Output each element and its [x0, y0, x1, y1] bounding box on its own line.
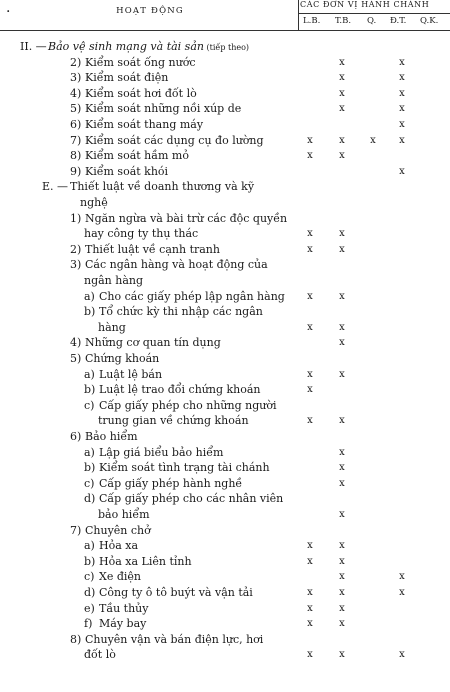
item-text	[98, 508, 150, 522]
jurisdiction-mark: x	[399, 649, 405, 661]
item-label: Xe điện	[99, 570, 141, 584]
table-row	[0, 352, 450, 366]
jurisdiction-mark: x	[399, 587, 405, 598]
header-admin-units: CÁC ĐƠN VỊ HÀNH CHÁNH	[300, 0, 430, 9]
item-text	[48, 40, 249, 55]
item-text	[99, 368, 162, 382]
item-label: Chuyên chở	[85, 523, 151, 537]
item-text	[85, 524, 151, 538]
jurisdiction-mark: x	[307, 415, 313, 427]
item-number: a)	[84, 539, 95, 553]
item-number: 5)	[70, 102, 82, 116]
table-row	[0, 71, 450, 85]
table-row	[0, 539, 450, 553]
table-row	[0, 180, 450, 194]
item-label: trung gian về chứng khoán	[98, 414, 249, 428]
jurisdiction-mark: x	[307, 555, 313, 567]
table-row	[0, 508, 450, 522]
item-label: Ngăn ngừa và bài trừ các độc quyền	[85, 211, 288, 225]
item-text	[84, 227, 198, 241]
item-label: hay công ty thụ thác	[84, 227, 199, 241]
item-number: II. —	[20, 40, 47, 53]
jurisdiction-mark: x	[339, 571, 345, 583]
table-row	[0, 321, 450, 335]
table-row	[0, 243, 450, 257]
jurisdiction-mark: x	[370, 134, 376, 146]
table-row	[0, 430, 450, 444]
table-row	[0, 648, 450, 662]
table-row	[0, 524, 450, 538]
table-row	[0, 56, 450, 70]
jurisdiction-mark: x	[399, 72, 405, 84]
item-text	[85, 352, 159, 366]
item-label: Cấp giấy phép cho các nhân viên	[99, 492, 284, 506]
item-text	[98, 321, 126, 335]
item-number: b)	[84, 554, 96, 568]
item-text	[99, 446, 223, 460]
item-number: 4)	[70, 86, 82, 100]
jurisdiction-mark: x	[307, 321, 313, 333]
page-speck: ·	[6, 4, 11, 20]
table-row	[0, 555, 450, 569]
item-text	[99, 461, 270, 475]
header-activities: HOẠT ĐỘNG	[116, 6, 184, 16]
table-row	[0, 586, 450, 600]
item-number: 7)	[70, 133, 82, 147]
item-label: Các ngân hàng và hoạt động của	[85, 258, 268, 272]
jurisdiction-mark: x	[339, 555, 345, 567]
item-suffix: (tiếp theo)	[203, 43, 250, 52]
item-text	[85, 71, 168, 85]
table-row	[0, 477, 450, 491]
item-number: a)	[84, 367, 95, 381]
jurisdiction-mark: x	[339, 103, 345, 115]
item-text	[99, 477, 242, 491]
item-text	[85, 430, 138, 444]
table-row	[0, 40, 450, 54]
item-label: ngân hàng	[84, 274, 144, 287]
item-number: c)	[84, 476, 95, 490]
table-row	[0, 87, 450, 101]
jurisdiction-mark: x	[399, 103, 405, 115]
jurisdiction-mark: x	[339, 587, 345, 598]
item-number: a)	[84, 445, 95, 459]
item-label: Kiểm soát các dụng cụ đo lường	[85, 133, 264, 147]
col-header-dt: Đ.T.	[390, 16, 407, 26]
jurisdiction-mark: x	[307, 368, 313, 380]
item-text	[99, 617, 146, 631]
jurisdiction-mark: x	[399, 571, 405, 583]
item-number: 3)	[70, 258, 82, 272]
item-text	[85, 118, 203, 132]
item-number: d)	[84, 492, 96, 506]
item-text	[85, 56, 195, 70]
table-row	[0, 336, 450, 350]
item-text	[85, 336, 221, 350]
jurisdiction-mark: x	[339, 72, 345, 84]
jurisdiction-mark: x	[307, 649, 313, 661]
item-text	[99, 586, 253, 600]
item-number: 8)	[70, 149, 82, 163]
table-row	[0, 461, 450, 475]
item-number: E. —	[42, 180, 69, 194]
item-label: Kiểm soát khói	[85, 164, 169, 178]
item-label: Công ty ô tô buýt và vận tải	[99, 586, 253, 599]
jurisdiction-mark: x	[307, 602, 313, 614]
table-row	[0, 212, 450, 226]
item-label: Máy bay	[99, 617, 147, 631]
item-number: b)	[84, 305, 96, 319]
item-label: Kiểm soát hơi đốt lò	[85, 86, 197, 100]
jurisdiction-mark: x	[307, 540, 313, 552]
jurisdiction-mark: x	[339, 290, 345, 302]
item-text	[98, 414, 249, 428]
item-label: hàng	[98, 320, 126, 334]
jurisdiction-mark: x	[339, 462, 345, 474]
item-number: 7)	[70, 523, 82, 537]
item-text	[99, 290, 285, 304]
item-label: Bảo hiểm	[85, 430, 138, 443]
jurisdiction-mark: x	[399, 87, 405, 99]
item-text	[85, 149, 189, 163]
item-number: a)	[84, 289, 95, 303]
item-text	[85, 258, 268, 272]
jurisdiction-mark: x	[339, 602, 345, 614]
table-row	[0, 165, 450, 179]
item-text	[99, 555, 192, 569]
jurisdiction-mark: x	[339, 509, 345, 520]
jurisdiction-mark: x	[339, 540, 345, 552]
item-label: Kiểm soát điện	[85, 71, 169, 85]
table-row	[0, 305, 450, 319]
col-header-qk: Q.K.	[420, 16, 439, 26]
jurisdiction-mark: x	[399, 165, 405, 177]
table-row	[0, 196, 450, 210]
jurisdiction-mark: x	[307, 228, 313, 240]
item-number: 6)	[70, 118, 82, 131]
item-number: c)	[84, 570, 95, 584]
item-label: Cho các giấy phép lập ngân hàng	[99, 289, 285, 303]
item-number: 2)	[70, 242, 82, 256]
jurisdiction-mark: x	[339, 649, 345, 661]
table-row	[0, 399, 450, 413]
jurisdiction-mark: x	[339, 368, 345, 380]
jurisdiction-mark: x	[339, 134, 345, 146]
item-label: Bảo vệ sinh mạng và tài sản	[48, 40, 204, 53]
item-label: Chứng khoán	[85, 352, 160, 365]
item-label: Kiểm soát thang máy	[85, 118, 204, 131]
jurisdiction-mark: x	[399, 134, 405, 146]
jurisdiction-mark: x	[307, 618, 313, 630]
header-rule	[0, 30, 450, 31]
jurisdiction-mark: x	[399, 56, 405, 68]
item-number: e)	[84, 601, 95, 615]
table-row	[0, 274, 450, 288]
item-text	[85, 212, 287, 226]
item-text	[85, 633, 263, 647]
table-row	[0, 602, 450, 616]
item-text	[99, 492, 283, 506]
item-text	[99, 305, 263, 319]
item-number: c)	[84, 398, 95, 412]
table-row	[0, 134, 450, 148]
table-row	[0, 227, 450, 241]
item-number: 2)	[70, 55, 82, 69]
jurisdiction-mark: x	[399, 119, 405, 130]
item-number: 3)	[70, 71, 82, 85]
item-label: Kiểm soát những nồi xúp de	[85, 102, 242, 116]
jurisdiction-mark: x	[307, 587, 313, 598]
item-label: Cấp giấy phép cho những người	[99, 398, 277, 412]
item-number: 5)	[70, 352, 82, 365]
table-row	[0, 118, 450, 132]
table-row	[0, 570, 450, 584]
item-number: 9)	[70, 164, 82, 178]
table-row	[0, 102, 450, 116]
item-label: Thiết luật về doanh thương và kỹ	[70, 180, 255, 194]
item-number: 4)	[70, 336, 82, 350]
item-label: Kiểm soát tình trạng tài chánh	[99, 461, 270, 475]
item-label: Hỏa xa	[99, 539, 139, 553]
item-label: Chuyên vận và bán điện lực, hơi	[85, 632, 264, 646]
jurisdiction-mark: x	[339, 415, 345, 427]
table-row	[0, 290, 450, 304]
item-text	[70, 180, 254, 194]
table-row	[0, 368, 450, 382]
item-text	[85, 134, 264, 148]
item-text	[85, 243, 220, 257]
item-text	[85, 102, 241, 116]
col-header-tb: T.B.	[335, 16, 352, 26]
table-row	[0, 383, 450, 397]
item-label: bảo hiểm	[98, 508, 150, 521]
table-row	[0, 617, 450, 631]
jurisdiction-mark: x	[339, 243, 345, 255]
jurisdiction-mark: x	[339, 228, 345, 240]
jurisdiction-mark: x	[339, 87, 345, 99]
table-row	[0, 414, 450, 428]
header-divider	[298, 0, 299, 30]
item-text	[80, 196, 108, 210]
item-number: 6)	[70, 430, 82, 443]
item-number: b)	[84, 461, 96, 475]
jurisdiction-mark: x	[307, 243, 313, 255]
item-text	[84, 648, 116, 662]
table-row	[0, 149, 450, 163]
table-row	[0, 633, 450, 647]
item-label: đốt lò	[84, 648, 116, 662]
item-number: b)	[84, 383, 96, 397]
item-label: Kiểm soát hầm mỏ	[85, 149, 189, 163]
jurisdiction-mark: x	[339, 618, 345, 630]
header-subrule	[298, 13, 450, 14]
item-label: Tổ chức kỳ thi nhập các ngân	[99, 305, 263, 319]
item-label: Thiết luật về cạnh tranh	[85, 242, 220, 256]
item-label: Cấp giấy phép hành nghề	[99, 476, 243, 490]
jurisdiction-mark: x	[307, 150, 313, 162]
item-number: f)	[84, 617, 93, 631]
item-text	[85, 165, 168, 179]
jurisdiction-mark: x	[307, 134, 313, 146]
item-text	[99, 399, 276, 413]
item-label: Tầu thủy	[99, 601, 149, 615]
item-label: Những cơ quan tín dụng	[85, 336, 221, 350]
jurisdiction-mark: x	[307, 290, 313, 302]
item-text	[99, 539, 138, 553]
item-text	[99, 602, 148, 616]
item-label: Kiểm soát ống nước	[85, 55, 196, 69]
table-row	[0, 446, 450, 460]
item-number: 1)	[70, 211, 82, 225]
item-label: Lập giá biểu bảo hiểm	[99, 445, 224, 459]
jurisdiction-mark: x	[339, 150, 345, 162]
col-header-lb: L.B.	[303, 16, 321, 26]
item-label: Luật lệ trao đổi chứng khoán	[99, 383, 261, 397]
item-label: Hỏa xa Liên tỉnh	[99, 554, 192, 568]
jurisdiction-mark: x	[339, 337, 345, 349]
item-number: 8)	[70, 632, 82, 646]
item-text	[85, 87, 197, 101]
item-text	[99, 383, 261, 397]
jurisdiction-mark: x	[339, 321, 345, 333]
col-header-q: Q.	[367, 16, 377, 26]
item-text	[99, 570, 141, 584]
table-row	[0, 258, 450, 272]
jurisdiction-mark: x	[339, 446, 345, 458]
item-number: d)	[84, 586, 96, 599]
jurisdiction-mark: x	[307, 384, 313, 396]
table-row	[0, 492, 450, 506]
jurisdiction-mark: x	[339, 477, 345, 489]
jurisdiction-mark: x	[339, 56, 345, 68]
item-text	[84, 274, 143, 288]
item-label: nghệ	[80, 196, 108, 209]
item-label: Luật lệ bán	[99, 367, 163, 381]
